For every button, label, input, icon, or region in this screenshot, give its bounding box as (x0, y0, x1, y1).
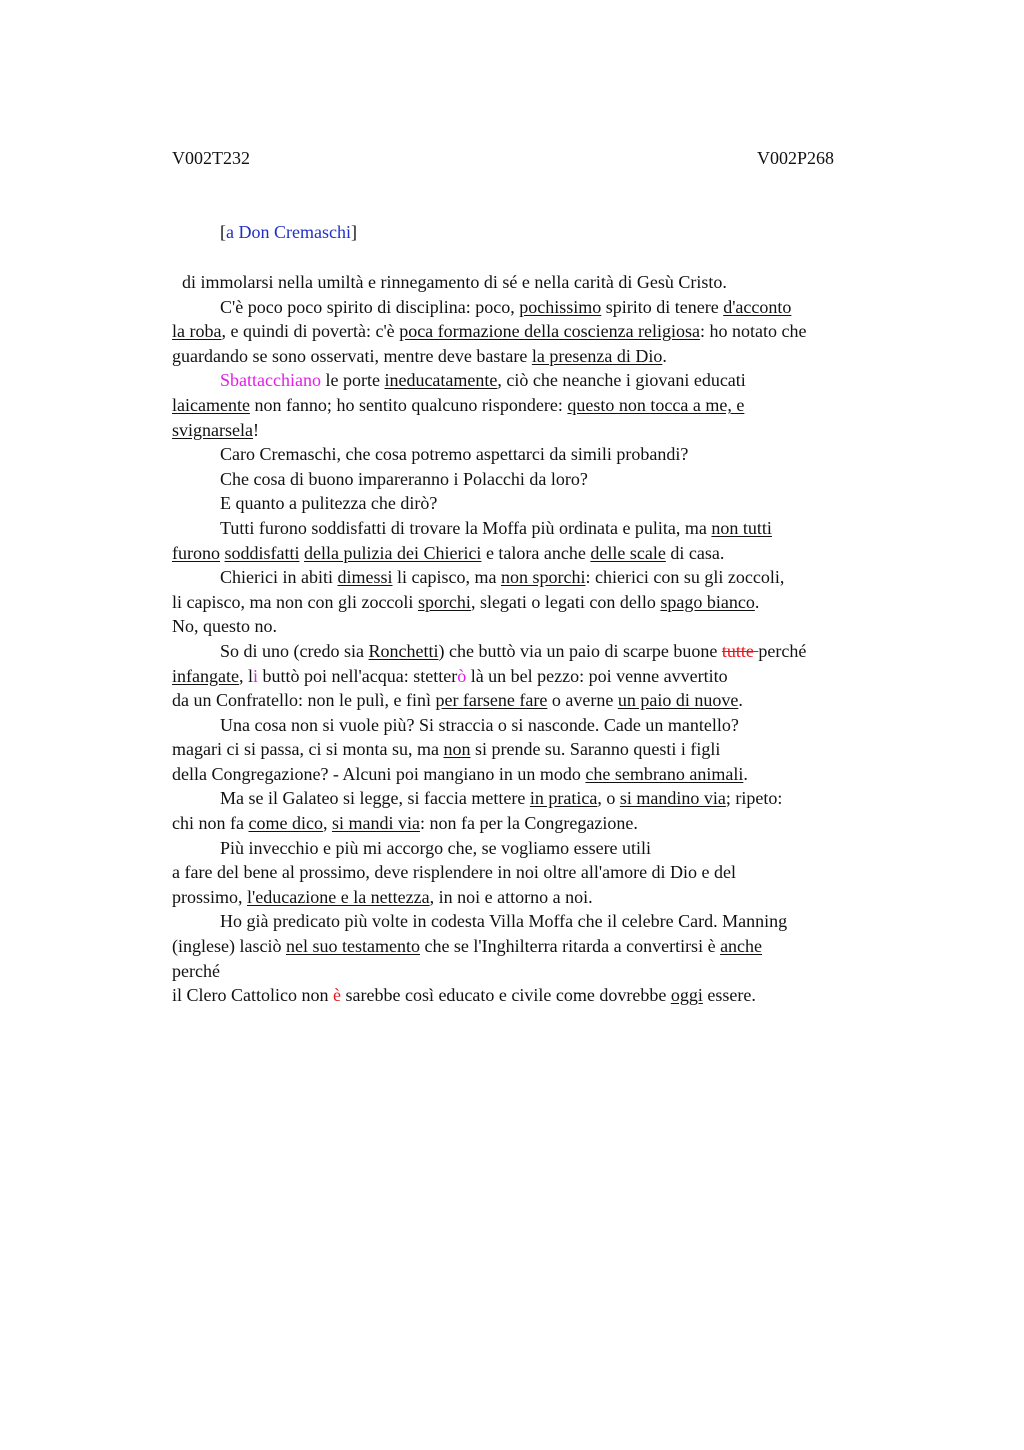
text-run: . (738, 690, 743, 711)
underlined-text: che sembrano animali (585, 763, 744, 784)
text-line (172, 762, 912, 787)
underlined-text: come dico (248, 813, 323, 834)
text-line (172, 614, 912, 639)
text-run: Tutti furono soddisfatti di trovare la Moffa più ordinata e pulita, ma (220, 517, 712, 538)
underlined-text: laicamente (172, 394, 250, 415)
underlined-text: si mandino via (619, 788, 726, 809)
text-run: che se l'Inghilterra ritarda a convertirsi è (419, 936, 721, 957)
text-run: di casa. (665, 542, 725, 563)
underlined-text: dimessi (337, 567, 393, 588)
text-run: , ciò che neanche i giovani educati (497, 370, 746, 391)
underlined-text: sporchi (417, 591, 471, 612)
text-run: li capisco, ma (392, 567, 501, 588)
underlined-text: delle scale (590, 542, 666, 563)
text-line (172, 467, 912, 492)
underlined-text: questo non tocca a me, e (567, 394, 745, 415)
text-run: . (754, 591, 760, 612)
text-run: C'è poco poco spirito di disciplina: poco, (220, 296, 520, 317)
text-run: : non fa per la Congregazione. (419, 813, 638, 834)
underlined-text: per farsene fare (435, 690, 548, 711)
text-run: , o (597, 788, 620, 809)
underlined-text: non tutti (711, 517, 772, 538)
text-run: a fare del bene al prossimo, deve risplendere in noi oltre all'amore di Dio e del (172, 862, 737, 883)
text-run: ; ripeto: (725, 788, 783, 809)
text-line (172, 909, 912, 934)
text-run: ! (252, 419, 259, 440)
underlined-text: d'acconto (723, 296, 792, 317)
highlighted-text: ò (457, 665, 467, 686)
underlined-text: oggi (670, 985, 703, 1006)
bracket-open: [ (220, 222, 226, 242)
text-run: guardando se sono osservati, mentre deve bastare (172, 345, 532, 366)
text-line (172, 737, 912, 762)
text-run: ) che buttò via un paio di scarpe buone (438, 640, 722, 661)
text-line (172, 541, 912, 566)
text-line (172, 811, 912, 836)
underlined-text: ineducatamente (384, 370, 498, 391)
text-line (172, 491, 912, 516)
text-line (172, 639, 912, 664)
highlighted-text: è (332, 985, 341, 1006)
text-run: essere. (702, 985, 756, 1006)
text-line (172, 270, 912, 295)
underlined-text: si mandi via (331, 813, 420, 834)
text-run: sarebbe così educato e civile come dovrebbe (340, 985, 671, 1006)
highlighted-text: Sbattacchiano (220, 370, 321, 391)
text-run: (inglese) lasciò (172, 936, 286, 957)
underlined-text: soddisfatti (224, 542, 300, 563)
text-run: spirito di tenere (601, 296, 724, 317)
text-run: di immolarsi nella umiltà e rinnegamento di sé e nella carità di Gesù Cristo. (182, 272, 727, 292)
text-line (172, 295, 912, 320)
text-run: Caro Cremaschi, che cosa potremo aspettarci da simili probandi? (220, 444, 689, 465)
underlined-text: furono (172, 542, 220, 563)
text-run: , (322, 813, 332, 834)
text-run: . (662, 345, 667, 366)
letter-body (172, 270, 912, 1008)
text-line (172, 368, 912, 393)
text-run: Ho già predicato più volte in codesta Villa Moffa che il celebre Card. Manning (220, 911, 788, 932)
text-line (172, 565, 912, 590)
text-run: da un Confratello: non le pulì, e finì (172, 690, 436, 711)
text-line (172, 786, 912, 811)
underlined-text: anche (720, 936, 763, 957)
text-line (172, 344, 912, 369)
text-run: Ma se il Galateo si legge, si faccia mettere (220, 788, 530, 809)
text-line (172, 393, 912, 418)
text-run: perché (758, 640, 807, 661)
text-line (172, 934, 912, 959)
underlined-text: svignarsela (172, 419, 253, 440)
bracket-close: ] (350, 222, 357, 242)
text-run: Una cosa non si vuole più? Si straccia o si nasconde. Cade un mantello? (220, 714, 739, 735)
text-run: magari ci si passa, ci si monta su, ma (172, 739, 444, 760)
text-run: della Congregazione? - Alcuni poi mangiano in un modo (172, 763, 586, 784)
highlighted-text: tutte (721, 640, 759, 661)
text-line (172, 319, 912, 344)
text-run: o averne (547, 690, 618, 711)
text-line (172, 860, 912, 885)
text-run: So di uno (credo sia (220, 640, 369, 661)
underlined-text: infangate (172, 665, 239, 686)
underlined-text: pochissimo (519, 296, 602, 317)
text-run: là un bel pezzo: poi venne avvertito (466, 665, 728, 686)
addressee-heading (220, 222, 357, 243)
text-run: Chierici in abiti (220, 567, 338, 588)
text-line (172, 836, 912, 861)
addressee-name: a Don Cremaschi (226, 222, 351, 242)
text-run: , l (238, 665, 253, 686)
text-line (172, 688, 912, 713)
text-line (172, 442, 912, 467)
text-line (172, 418, 912, 443)
text-run: : ho notato che (700, 321, 807, 342)
text-run: Che cosa di buono impareranno i Polacchi da loro? (220, 468, 588, 489)
text-run: . (743, 763, 748, 784)
underlined-text: poca formazione della coscienza religiosa (399, 321, 701, 342)
underlined-text: la presenza di Dio (531, 345, 663, 366)
text-run: non fanno; ho sentito qualcuno rispondere: (249, 394, 568, 415)
underlined-text: nel suo testamento (285, 936, 420, 957)
text-run: , e quindi di povertà: c'è (221, 321, 400, 342)
text-run: chi non fa (172, 813, 249, 834)
page-code-right: V002P268 (757, 148, 835, 168)
underlined-text: in pratica (529, 788, 598, 809)
highlighted-text: i (252, 665, 258, 686)
text-line (172, 664, 912, 689)
text-run: , slegati o legati con dello (470, 591, 661, 612)
text-run: il Clero Cattolico non (172, 985, 333, 1006)
text-run: , in noi e attorno a noi. (429, 886, 593, 907)
underlined-text: la roba (172, 321, 222, 342)
text-run: E quanto a pulitezza che dirò? (220, 493, 438, 514)
underlined-text: un paio di nuove (617, 690, 739, 711)
text-run: prossimo, (172, 886, 248, 907)
text-line (172, 885, 912, 910)
underlined-text: Ronchetti (368, 640, 439, 661)
underlined-text: non sporchi (500, 567, 586, 588)
text-run: si prende su. Saranno questi i figli (470, 739, 721, 760)
text-run: le porte (320, 370, 385, 391)
text-run: perché (172, 960, 220, 981)
text-run: li capisco, ma non con gli zoccoli (172, 591, 418, 612)
underlined-text: della pulizia dei Chierici (304, 542, 482, 563)
text-line (172, 983, 912, 1008)
underlined-text: l'educazione e la nettezza (247, 886, 430, 907)
page-code-left: V002T232 (172, 148, 250, 168)
text-run: buttò poi nell'acqua: stetter (258, 665, 458, 686)
text-run: Più invecchio e più mi accorgo che, se vogliamo essere utili (220, 837, 652, 858)
underlined-text: spago bianco (660, 591, 755, 612)
text-run: No, questo no. (172, 616, 277, 637)
text-line (172, 590, 912, 615)
text-line (172, 713, 912, 738)
text-run: : chierici con su gli zoccoli, (585, 567, 785, 588)
underlined-text: non (443, 739, 471, 760)
text-line (172, 516, 912, 541)
text-run: e talora anche (481, 542, 591, 563)
text-line (172, 959, 912, 984)
